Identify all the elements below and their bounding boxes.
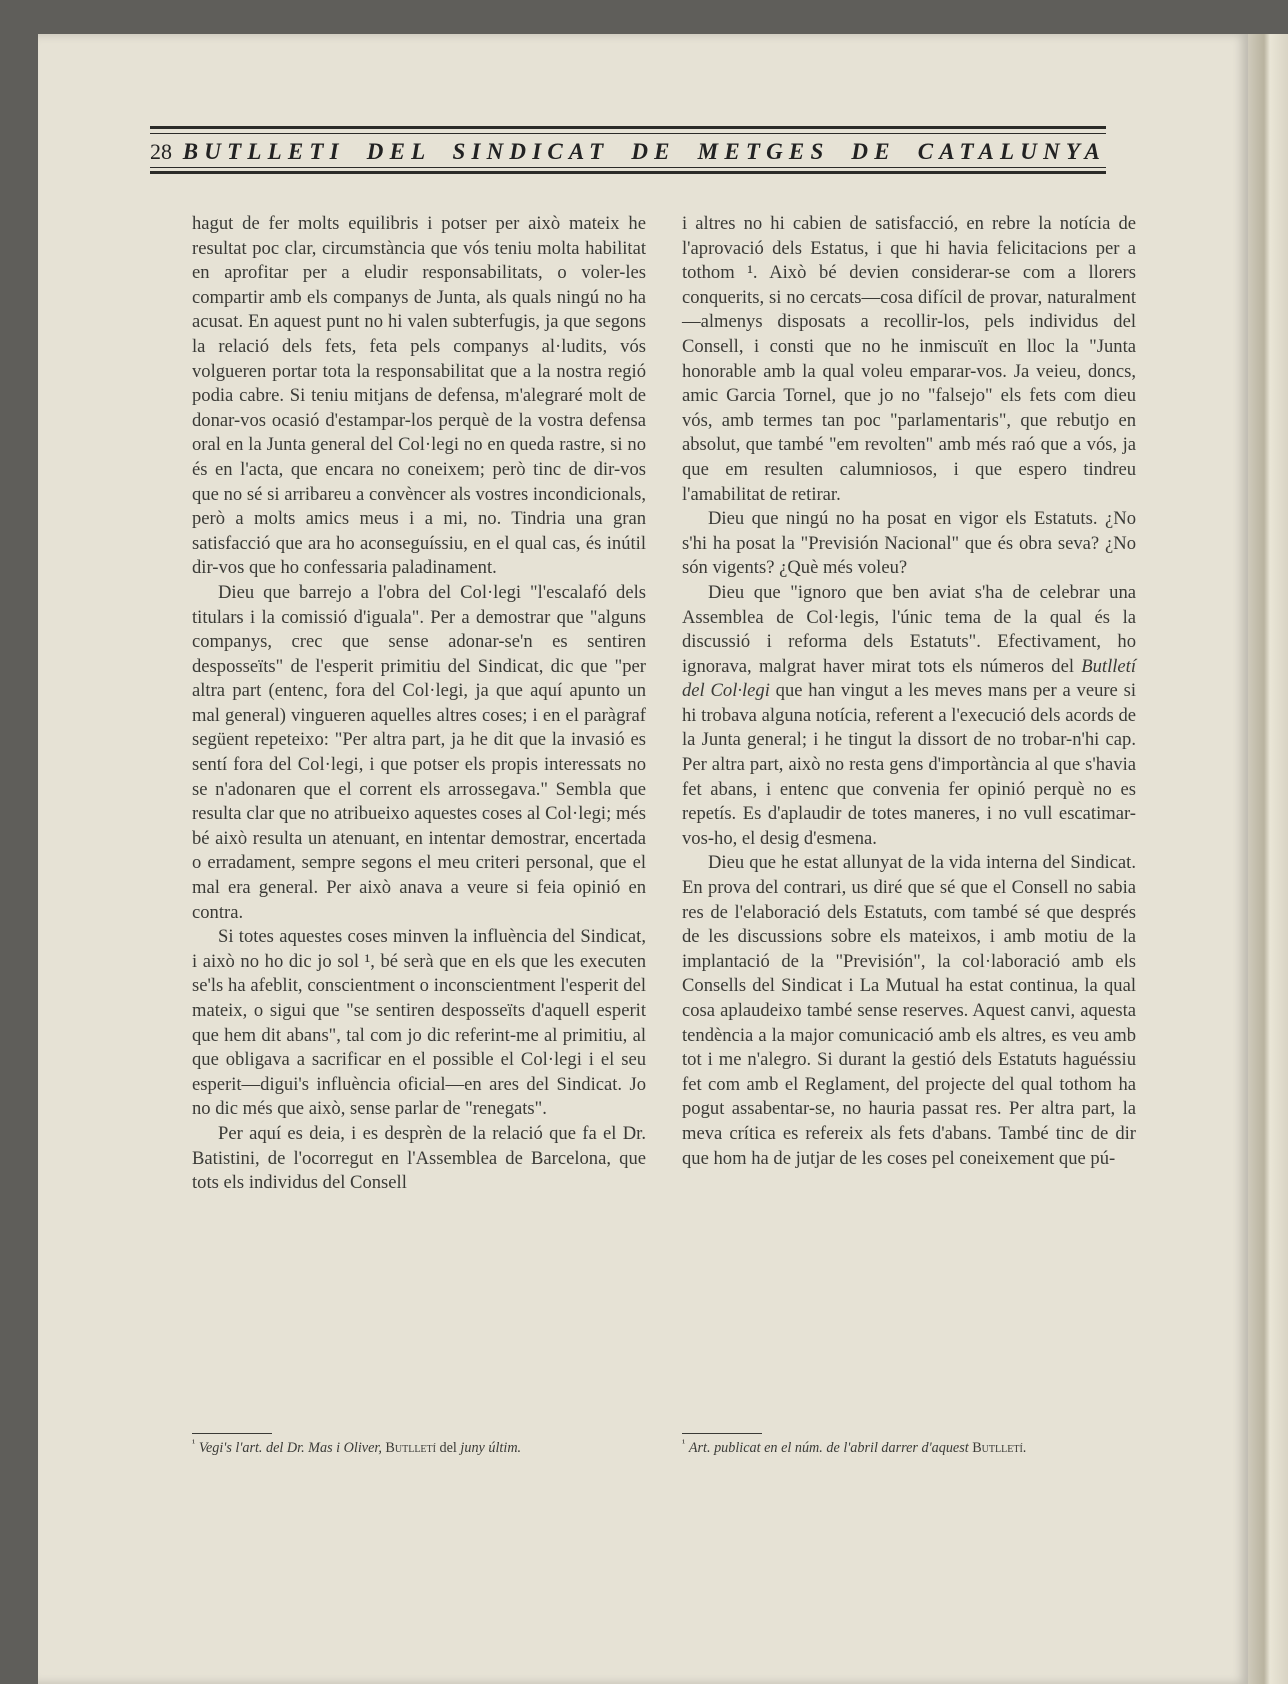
footnote-right [682, 1437, 1134, 1457]
paragraph: i altres no hi cabien de satisfacció, en rebre la notícia de l'aprovació dels Estatus, i que hi havia felicitacions per a tothom ¹. Això bé devien considerar-se com a llorers conquerits, si no cercats—cosa difícil de provar, naturalment—almenys disposats a recollir-los, pels individus del Consell, i consti que no he inmiscuït en lloc la "Junta honorable amb la qual voleu emparar-vos. Ja veieu, doncs, amic Garcia Tornel, que jo no "falsejo" els fets com dieu vós, amb termes tan poc "parlamentaris", que rebutjo en absolut, que també "em revolten" amb més raó que a vós, ja que em resulten calumniosos, i que espero tindreu l'amabilitat de retirar. [682, 213, 1136, 505]
footnote-text: del [439, 1440, 457, 1456]
footnote-text: Butlletí. [972, 1440, 1027, 1456]
footnote-marker: ¹ [192, 1437, 196, 1450]
left-column [192, 212, 646, 1196]
paragraph: Per aquí es deia, i es desprèn de la relació que fa el Dr. Batistini, de l'ocorregut en l'Assemblea de Barcelona, que tots els individus del Consell [192, 1122, 646, 1194]
footnote-text: juny últim. [460, 1440, 522, 1456]
footnote-text: Vegi's l'art. del Dr. Mas i Oliver, [198, 1440, 382, 1456]
footnote-marker: ¹ [682, 1437, 686, 1450]
italic-title: Butlletí del Col·legi [682, 655, 1136, 702]
paragraph [682, 581, 1136, 852]
header-rule [150, 133, 1106, 134]
footnote-rule [682, 1433, 762, 1434]
paragraph: Si totes aquestes coses minven la influència del Sindicat, i això no ho dic jo sol ¹, bé serà que en els que les executen se'ls ha afeblit, conscientment o inconscientment l'esperit del mateix, o sigui que "se sentiren desposseïts d'aquell esperit que hem dit abans", tal com jo dic referint-me al primitiu, al que obligava a sacrificar en el possible el Col·legi i el seu esperit—digui's influència oficial—en ares del Sindicat. Jo no dic més que això, sense parlar de "renegats". [192, 926, 646, 1120]
paragraph-text: Dieu que "ignoro que ben aviat s'ha de celebrar una Assemblea de Col·legis, l'únic tema de la qual és la discussió i reforma dels Estatuts". Efectivament, ho ignorava, malgrat haver mirat tots els números del [682, 581, 1136, 677]
paragraph: Dieu que barrejo a l'obra del Col·legi "l'escalafó dels titulars i la comissió d'iguala". Per a demostrar que "alguns companys, crec que sense adonar-se'n es sentiren desposseïts" de l'esperit primitiu del Sindicat, dic que "per altra part (entenc, fora del Col·legi, ja que aquí apunto un mal general) vingueren aquelles altres coses; i en el paràgraf següent repeteixo: "Per altra part, ja he dit que la invasió es sentí fora del Col·legi, i que potser els propis interessats no se n'adonaren que el corrent els arrossegava." Sembla que resulta clar que no atribueixo aquestes coses al Col·legi; més bé això resulta un atenuant, en intentar demostrar, encertada o erradament, sempre segons el meu criteri personal, que el mal era general. Per això anava a veure si feia opinió en contra. [192, 581, 646, 923]
running-title: BUTLLETI DEL SINDICAT DE METGES DE CATALUNYA [182, 139, 1106, 164]
header-rule [150, 167, 1106, 168]
right-column [682, 212, 1136, 1171]
footnote-left [192, 1437, 644, 1457]
footnote-text: Butlletí [385, 1440, 436, 1456]
page-header [150, 86, 1106, 182]
page-number: 28 [150, 139, 172, 164]
footnote-text: Art. publicat en el núm. de l'abril darrer d'aquest [688, 1440, 969, 1456]
header-line [150, 139, 1106, 165]
page-edge [1248, 34, 1288, 1684]
paragraph: Dieu que ningú no ha posat en vigor els Estatuts. ¿No s'hi ha posat la "Previsión Nacional" que és obra seva? ¿No són vigents? ¿Què més voleu? [682, 508, 1136, 579]
paragraph: Dieu que he estat allunyat de la vida interna del Sindicat. En prova del contrari, us diré que sé que el Consell no sabia res de l'elaboració dels Estatuts, com també sé que després de les discussions sobre els mateixos, i amb motiu de la implantació de la "Previsión", la col·laboració amb els Consells del Sindicat i La Mutual ha estat continua, la qual cosa aplaudeixo també sense reserves. Aquest canvi, aquesta tendència a la major comunicació amb els altres, es veu amb tot i me n'alegro. Si durant la gestió dels Estatuts haguéssiu fet com amb el Reglament, del projecte del qual tothom ha pogut assabentar-se, no hauria passat res. Per altra part, la meva crítica es refereix als fets d'abans. També tinc de dir que hom ha de jutjar de les coses pel coneixement que pú- [682, 852, 1136, 1169]
paragraph-text: que han vingut a les meves mans per a veure si hi trobava alguna notícia, referent a l'execució dels acords de la Junta general; i he tingut la dissort de no trobar-n'hi cap. Per altra part, això no resta gens d'importància al que s'havia fet abans, i entenc que convenia fer opinió perquè no es repetís. Es d'aplaudir de totes maneres, i no vull escatimar-vos-ho, el desig d'esmena. [682, 680, 1136, 849]
header-rule [150, 171, 1106, 174]
header-rule [150, 126, 1106, 129]
paragraph: hagut de fer molts equilibris i potser per això mateix he resultat poc clar, circumstància que vós teniu molta habilitat en aprofitar per a eludir responsabilitats, o voler-les compartir amb els companys de Junta, als quals ningú no ha acusat. En aquest punt no hi valen subterfugis, ja que segons la relació dels fets, feta pels companys al·ludits, vós volgueren portar tota la responsabilitat que a la nostra regió podia cabre. Si teniu mitjans de defensa, m'alegraré molt de donar-vos ocasió d'estampar-los perquè de la vostra defensa oral en la Junta general del Col·legi no en queda rastre, si no és en l'acta, que encara no coneixem; però tinc de dir-vos que no sé si arribareu a convèncer als vostres incondicionals, però a molts amics meus i a mi, no. Tindria una gran satisfacció que ara ho aconseguíssiu, en el qual cas, és inútil dir-vos que ho confessaria paladinament. [192, 213, 646, 579]
footnote-rule [192, 1433, 272, 1434]
